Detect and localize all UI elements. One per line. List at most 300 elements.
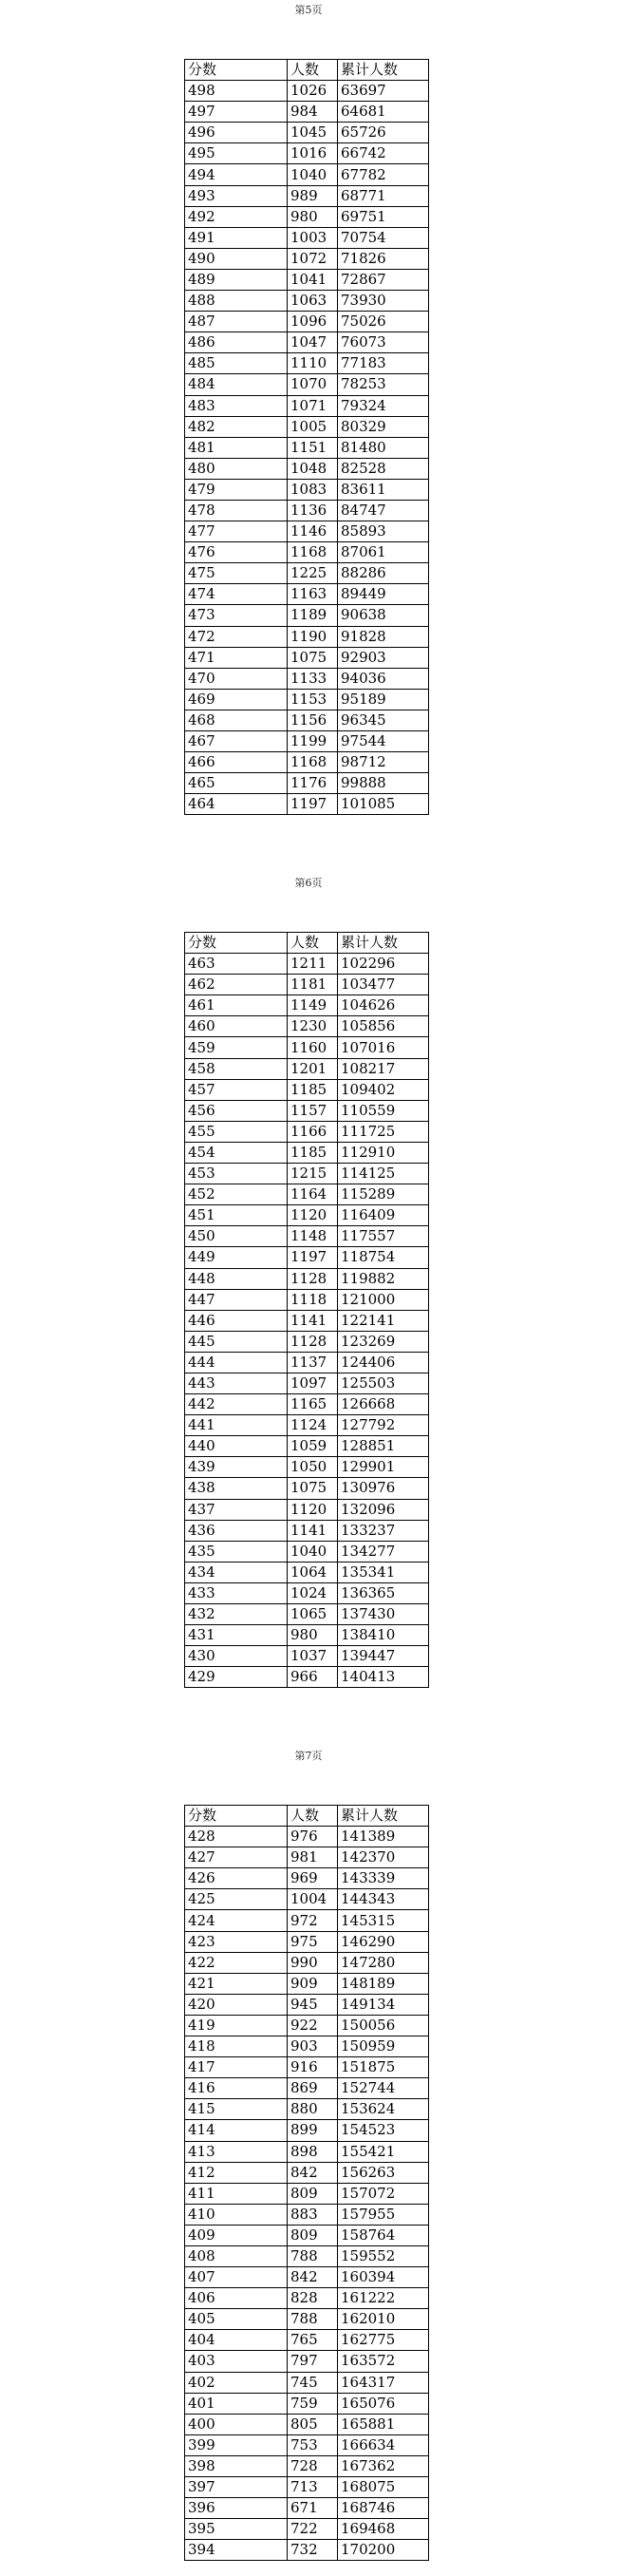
cumulative-cell: 116409 — [338, 1205, 429, 1226]
score-cell: 413 — [185, 2141, 288, 2162]
count-cell: 1097 — [288, 1373, 338, 1393]
count-cell: 1146 — [288, 521, 338, 542]
table-row — [185, 521, 429, 542]
cumulative-cell: 114125 — [338, 1164, 429, 1184]
table-row — [185, 1931, 429, 1952]
count-cell: 1141 — [288, 1520, 338, 1541]
table-row — [185, 1205, 429, 1226]
table-row — [185, 1868, 429, 1889]
score-cell: 407 — [185, 2267, 288, 2288]
table-row — [185, 2288, 429, 2309]
score-cell: 416 — [185, 2078, 288, 2099]
score-cell: 497 — [185, 102, 288, 123]
table-row — [185, 479, 429, 500]
table-row — [185, 2309, 429, 2330]
count-cell: 945 — [288, 1994, 338, 2015]
count-cell: 1168 — [288, 752, 338, 773]
cumulative-cell: 150959 — [338, 2036, 429, 2057]
count-cell: 728 — [288, 2455, 338, 2476]
score-cell: 441 — [185, 1415, 288, 1436]
score-cell: 398 — [185, 2455, 288, 2476]
table-row — [185, 731, 429, 752]
score-cell: 478 — [185, 500, 288, 521]
cumulative-cell: 146290 — [338, 1931, 429, 1952]
score-cell: 459 — [185, 1037, 288, 1058]
cumulative-cell: 90638 — [338, 605, 429, 626]
table-row — [185, 332, 429, 353]
cumulative-cell: 157955 — [338, 2204, 429, 2225]
count-cell: 788 — [288, 2245, 338, 2266]
score-cell: 421 — [185, 1973, 288, 1994]
table-row — [185, 1625, 429, 1646]
table-row — [185, 2519, 429, 2540]
cumulative-cell: 123269 — [338, 1331, 429, 1352]
cumulative-cell: 133237 — [338, 1520, 429, 1541]
score-cell: 464 — [185, 794, 288, 815]
score-cell: 444 — [185, 1352, 288, 1373]
score-table — [184, 1805, 429, 2561]
cumulative-cell: 128851 — [338, 1436, 429, 1457]
table-row — [185, 2078, 429, 2099]
count-cell: 1185 — [288, 1142, 338, 1163]
count-cell: 984 — [288, 102, 338, 123]
cumulative-cell: 132096 — [338, 1499, 429, 1520]
cumulative-cell: 154523 — [338, 2120, 429, 2141]
cumulative-cell: 103477 — [338, 975, 429, 995]
cumulative-cell: 109402 — [338, 1079, 429, 1100]
table-row — [185, 353, 429, 374]
cumulative-cell: 69751 — [338, 206, 429, 227]
table-row — [185, 227, 429, 248]
table-row — [185, 2099, 429, 2120]
table-row — [185, 1457, 429, 1478]
count-cell: 1168 — [288, 542, 338, 563]
cumulative-cell: 163572 — [338, 2351, 429, 2372]
score-cell: 443 — [185, 1373, 288, 1393]
count-cell: 1199 — [288, 731, 338, 752]
cumulative-cell: 70754 — [338, 227, 429, 248]
table-row — [185, 2141, 429, 2162]
table-row — [185, 1268, 429, 1289]
count-cell: 1149 — [288, 995, 338, 1016]
cumulative-cell: 67782 — [338, 164, 429, 185]
count-cell: 842 — [288, 2162, 338, 2183]
cumulative-cell: 77183 — [338, 353, 429, 374]
score-cell: 427 — [185, 1847, 288, 1868]
count-cell: 916 — [288, 2057, 338, 2078]
score-cell: 485 — [185, 353, 288, 374]
count-cell: 842 — [288, 2267, 338, 2288]
count-cell: 713 — [288, 2477, 338, 2498]
cumulative-cell: 139447 — [338, 1646, 429, 1667]
count-cell: 1153 — [288, 689, 338, 710]
table-row — [185, 1582, 429, 1603]
cumulative-cell: 102296 — [338, 954, 429, 975]
table-row — [185, 2204, 429, 2225]
cumulative-cell: 80329 — [338, 416, 429, 437]
cumulative-cell: 144343 — [338, 1889, 429, 1910]
count-cell: 1165 — [288, 1394, 338, 1415]
score-cell: 466 — [185, 752, 288, 773]
cumulative-cell: 162010 — [338, 2309, 429, 2330]
score-cell: 453 — [185, 1164, 288, 1184]
score-cell: 455 — [185, 1121, 288, 1142]
cumulative-cell: 66742 — [338, 143, 429, 164]
table-row — [185, 1226, 429, 1247]
page-number-label: 第7页 — [294, 1750, 323, 1762]
score-table — [184, 59, 429, 815]
column-header-count: 人数 — [288, 933, 338, 954]
score-cell: 397 — [185, 2477, 288, 2498]
table-row — [185, 1394, 429, 1415]
table-row — [185, 1562, 429, 1582]
table-row — [185, 2245, 429, 2266]
cumulative-cell: 81480 — [338, 437, 429, 458]
score-cell: 442 — [185, 1394, 288, 1415]
count-cell: 1160 — [288, 1037, 338, 1058]
score-cell: 454 — [185, 1142, 288, 1163]
count-cell: 981 — [288, 1847, 338, 1868]
score-cell: 400 — [185, 2414, 288, 2434]
count-cell: 809 — [288, 2183, 338, 2204]
count-cell: 1124 — [288, 1415, 338, 1436]
count-cell: 1005 — [288, 416, 338, 437]
table-row — [185, 1520, 429, 1541]
table-row — [185, 1952, 429, 1973]
score-cell: 481 — [185, 437, 288, 458]
table-row — [185, 291, 429, 312]
score-cell: 426 — [185, 1868, 288, 1889]
cumulative-cell: 99888 — [338, 773, 429, 794]
score-cell: 394 — [185, 2540, 288, 2561]
count-cell: 1070 — [288, 374, 338, 395]
score-cell: 404 — [185, 2330, 288, 2351]
table-row — [185, 374, 429, 395]
column-header-score: 分数 — [185, 1806, 288, 1827]
table-row — [185, 1142, 429, 1163]
score-cell: 446 — [185, 1310, 288, 1331]
score-cell: 399 — [185, 2434, 288, 2455]
count-cell: 1197 — [288, 794, 338, 815]
table-row — [185, 2498, 429, 2519]
table-row — [185, 794, 429, 815]
table-row — [185, 605, 429, 626]
count-cell: 1148 — [288, 1226, 338, 1247]
score-cell: 473 — [185, 605, 288, 626]
table-row — [185, 2330, 429, 2351]
count-cell: 1040 — [288, 164, 338, 185]
cumulative-cell: 65726 — [338, 123, 429, 143]
count-cell: 759 — [288, 2393, 338, 2414]
cumulative-cell: 160394 — [338, 2267, 429, 2288]
table-row — [185, 1184, 429, 1205]
score-cell: 418 — [185, 2036, 288, 2057]
score-cell: 402 — [185, 2372, 288, 2393]
table-row — [185, 584, 429, 605]
cumulative-cell: 115289 — [338, 1184, 429, 1205]
count-cell: 1004 — [288, 1889, 338, 1910]
score-cell: 437 — [185, 1499, 288, 1520]
score-cell: 452 — [185, 1184, 288, 1205]
table-row — [185, 2393, 429, 2414]
count-cell: 989 — [288, 185, 338, 206]
score-cell: 428 — [185, 1827, 288, 1847]
table-row — [185, 1164, 429, 1184]
table-row — [185, 2162, 429, 2183]
table-row — [185, 1310, 429, 1331]
column-header-count: 人数 — [288, 1806, 338, 1827]
count-cell: 1120 — [288, 1499, 338, 1520]
score-cell: 460 — [185, 1016, 288, 1037]
page-number-label: 第5页 — [294, 4, 323, 16]
count-cell: 788 — [288, 2309, 338, 2330]
count-cell: 1141 — [288, 1310, 338, 1331]
count-cell: 990 — [288, 1952, 338, 1973]
cumulative-cell: 122141 — [338, 1310, 429, 1331]
table-row — [185, 2540, 429, 2561]
score-cell: 450 — [185, 1226, 288, 1247]
cumulative-cell: 84747 — [338, 500, 429, 521]
score-cell: 434 — [185, 1562, 288, 1582]
table-row — [185, 954, 429, 975]
score-cell: 411 — [185, 2183, 288, 2204]
cumulative-cell: 73930 — [338, 291, 429, 312]
count-cell: 765 — [288, 2330, 338, 2351]
count-cell: 805 — [288, 2414, 338, 2434]
score-cell: 494 — [185, 164, 288, 185]
table-row — [185, 1436, 429, 1457]
score-cell: 401 — [185, 2393, 288, 2414]
table-header-row — [185, 1806, 429, 1827]
cumulative-cell: 118754 — [338, 1247, 429, 1268]
cumulative-cell: 88286 — [338, 563, 429, 584]
count-cell: 880 — [288, 2099, 338, 2120]
table-row — [185, 437, 429, 458]
count-cell: 1120 — [288, 1205, 338, 1226]
count-cell: 1137 — [288, 1352, 338, 1373]
table-row — [185, 1100, 429, 1121]
count-cell: 671 — [288, 2498, 338, 2519]
count-cell: 1230 — [288, 1016, 338, 1037]
count-cell: 1110 — [288, 353, 338, 374]
cumulative-cell: 63697 — [338, 81, 429, 102]
cumulative-cell: 156263 — [338, 2162, 429, 2183]
score-cell: 433 — [185, 1582, 288, 1603]
score-cell: 498 — [185, 81, 288, 102]
cumulative-cell: 158764 — [338, 2225, 429, 2245]
column-header-count: 人数 — [288, 60, 338, 81]
count-cell: 975 — [288, 1931, 338, 1952]
cumulative-cell: 147280 — [338, 1952, 429, 1973]
cumulative-cell: 97544 — [338, 731, 429, 752]
table-row — [185, 1247, 429, 1268]
table-row — [185, 2225, 429, 2245]
score-cell: 487 — [185, 312, 288, 332]
table-row — [185, 2477, 429, 2498]
count-cell: 922 — [288, 2015, 338, 2036]
table-row — [185, 2015, 429, 2036]
score-cell: 422 — [185, 1952, 288, 1973]
score-cell: 419 — [185, 2015, 288, 2036]
score-cell: 417 — [185, 2057, 288, 2078]
count-cell: 732 — [288, 2540, 338, 2561]
table-row — [185, 647, 429, 668]
score-cell: 438 — [185, 1478, 288, 1499]
table-row — [185, 2057, 429, 2078]
score-cell: 431 — [185, 1625, 288, 1646]
score-cell: 461 — [185, 995, 288, 1016]
count-cell: 1096 — [288, 312, 338, 332]
cumulative-cell: 117557 — [338, 1226, 429, 1247]
count-cell: 1166 — [288, 1121, 338, 1142]
table-row — [185, 563, 429, 584]
score-cell: 429 — [185, 1667, 288, 1688]
table-header-row — [185, 933, 429, 954]
cumulative-cell: 151875 — [338, 2057, 429, 2078]
score-cell: 440 — [185, 1436, 288, 1457]
score-cell: 475 — [185, 563, 288, 584]
count-cell: 980 — [288, 1625, 338, 1646]
page-number-label: 第6页 — [294, 877, 323, 889]
cumulative-cell: 136365 — [338, 1582, 429, 1603]
score-cell: 405 — [185, 2309, 288, 2330]
count-cell: 1181 — [288, 975, 338, 995]
count-cell: 1083 — [288, 479, 338, 500]
cumulative-cell: 85893 — [338, 521, 429, 542]
table-row — [185, 416, 429, 437]
count-cell: 1075 — [288, 1478, 338, 1499]
cumulative-cell: 125503 — [338, 1373, 429, 1393]
score-cell: 403 — [185, 2351, 288, 2372]
table-row — [185, 1499, 429, 1520]
table-row — [185, 458, 429, 479]
column-header-score: 分数 — [185, 933, 288, 954]
score-cell: 476 — [185, 542, 288, 563]
cumulative-cell: 104626 — [338, 995, 429, 1016]
score-cell: 486 — [185, 332, 288, 353]
cumulative-cell: 119882 — [338, 1268, 429, 1289]
count-cell: 883 — [288, 2204, 338, 2225]
cumulative-cell: 130976 — [338, 1478, 429, 1499]
score-cell: 489 — [185, 269, 288, 290]
count-cell: 809 — [288, 2225, 338, 2245]
cumulative-cell: 127792 — [338, 1415, 429, 1436]
score-cell: 457 — [185, 1079, 288, 1100]
score-cell: 488 — [185, 291, 288, 312]
count-cell: 903 — [288, 2036, 338, 2057]
cumulative-cell: 126668 — [338, 1394, 429, 1415]
score-cell: 415 — [185, 2099, 288, 2120]
count-cell: 899 — [288, 2120, 338, 2141]
cumulative-cell: 168075 — [338, 2477, 429, 2498]
count-cell: 1003 — [288, 227, 338, 248]
table-row — [185, 1016, 429, 1037]
score-cell: 410 — [185, 2204, 288, 2225]
count-cell: 1040 — [288, 1541, 338, 1562]
cumulative-cell: 169468 — [338, 2519, 429, 2540]
cumulative-cell: 140413 — [338, 1667, 429, 1688]
cumulative-cell: 164317 — [338, 2372, 429, 2393]
table-row — [185, 668, 429, 689]
table-row — [185, 395, 429, 416]
count-cell: 1189 — [288, 605, 338, 626]
table-row — [185, 143, 429, 164]
count-cell: 1164 — [288, 1184, 338, 1205]
table-row — [185, 689, 429, 710]
table-row — [185, 1079, 429, 1100]
count-cell: 1063 — [288, 291, 338, 312]
cumulative-cell: 150056 — [338, 2015, 429, 2036]
count-cell: 1047 — [288, 332, 338, 353]
cumulative-cell: 98712 — [338, 752, 429, 773]
column-header-score: 分数 — [185, 60, 288, 81]
cumulative-cell: 142370 — [338, 1847, 429, 1868]
score-cell: 420 — [185, 1994, 288, 2015]
table-row — [185, 1667, 429, 1688]
cumulative-cell: 165076 — [338, 2393, 429, 2414]
table-row — [185, 1541, 429, 1562]
table-row — [185, 542, 429, 563]
score-cell: 467 — [185, 731, 288, 752]
count-cell: 1225 — [288, 563, 338, 584]
table-row — [185, 1910, 429, 1931]
count-cell: 976 — [288, 1827, 338, 1847]
table-row — [185, 2120, 429, 2141]
cumulative-cell: 95189 — [338, 689, 429, 710]
count-cell: 745 — [288, 2372, 338, 2393]
cumulative-cell: 161222 — [338, 2288, 429, 2309]
count-cell: 969 — [288, 1868, 338, 1889]
cumulative-cell: 145315 — [338, 1910, 429, 1931]
column-header-cumulative: 累计人数 — [338, 1806, 429, 1827]
count-cell: 1163 — [288, 584, 338, 605]
table-header-row — [185, 60, 429, 81]
cumulative-cell: 152744 — [338, 2078, 429, 2099]
cumulative-cell: 107016 — [338, 1037, 429, 1058]
score-cell: 412 — [185, 2162, 288, 2183]
table-row — [185, 1121, 429, 1142]
count-cell: 1024 — [288, 1582, 338, 1603]
count-cell: 1065 — [288, 1604, 338, 1625]
table-row — [185, 2267, 429, 2288]
cumulative-cell: 79324 — [338, 395, 429, 416]
cumulative-cell: 68771 — [338, 185, 429, 206]
score-cell: 493 — [185, 185, 288, 206]
cumulative-cell: 170200 — [338, 2540, 429, 2561]
score-cell: 409 — [185, 2225, 288, 2245]
table-row — [185, 1352, 429, 1373]
count-cell: 1176 — [288, 773, 338, 794]
count-cell: 1071 — [288, 395, 338, 416]
count-cell: 1041 — [288, 269, 338, 290]
score-cell: 439 — [185, 1457, 288, 1478]
score-cell: 465 — [185, 773, 288, 794]
cumulative-cell: 76073 — [338, 332, 429, 353]
cumulative-cell: 101085 — [338, 794, 429, 815]
score-cell: 447 — [185, 1289, 288, 1310]
score-cell: 424 — [185, 1910, 288, 1931]
table-row — [185, 312, 429, 332]
cumulative-cell: 137430 — [338, 1604, 429, 1625]
count-cell: 1185 — [288, 1079, 338, 1100]
score-cell: 396 — [185, 2498, 288, 2519]
score-cell: 458 — [185, 1058, 288, 1079]
score-cell: 462 — [185, 975, 288, 995]
cumulative-cell: 64681 — [338, 102, 429, 123]
count-cell: 980 — [288, 206, 338, 227]
cumulative-cell: 105856 — [338, 1016, 429, 1037]
table-row — [185, 752, 429, 773]
